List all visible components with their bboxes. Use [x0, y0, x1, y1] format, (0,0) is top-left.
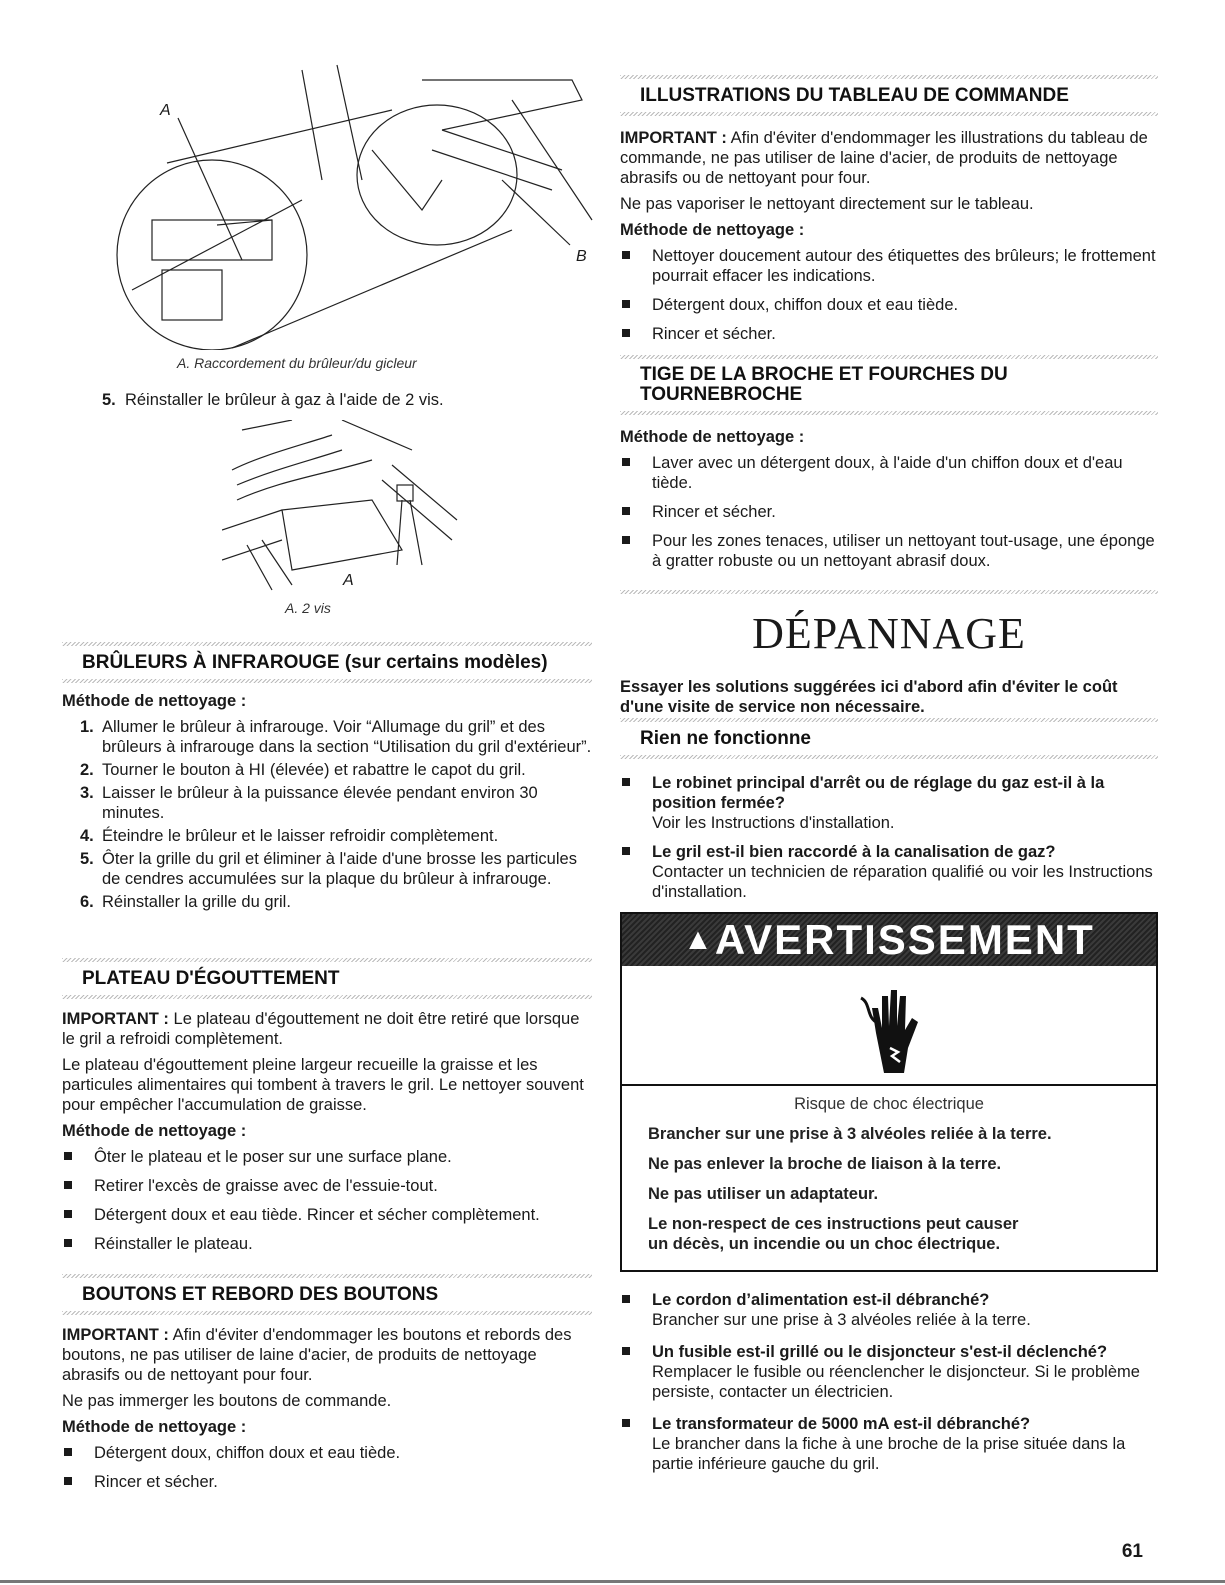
bullet-icon: [622, 458, 630, 466]
bullet-icon: [622, 847, 630, 855]
bullet-icon: [622, 300, 630, 308]
step-item: 5. Ôter la grille du gril et éliminer à l'aide d'une brosse les particules de cendres accumulées sur la plaque du brûleur à infrarouge.: [80, 850, 577, 888]
figure-label-a: A: [160, 102, 171, 119]
list-item: Un fusible est-il grillé ou le disjoncteur s'est-il déclenché? Remplacer le fusible ou réenclencher le disjoncteur. Si le problème persiste, contacter un électricien.: [620, 1342, 1158, 1402]
bullet-icon: [64, 1181, 72, 1189]
control-panel-section: [620, 75, 1158, 353]
bullet-icon: [64, 1448, 72, 1456]
knobs-section: [62, 1274, 592, 1501]
bullet-icon: [622, 507, 630, 515]
spit-rod-section: [620, 355, 1158, 580]
page-title: DÉPANNAGE: [752, 609, 1026, 658]
drip-tray-section: [62, 958, 592, 1263]
problem-list: [620, 773, 1158, 902]
paragraph: Le plateau d'égouttement pleine largeur recueille la graisse et les particules alimentaires qui tombent à travers le gril. Le nettoyer souvent pour empêcher l'accumulation de graisse.: [62, 1056, 584, 1114]
step-item: 2. Tourner le bouton à HI (élevée) et rabattre le capot du gril.: [80, 761, 526, 779]
list-item: Pour les zones tenaces, utiliser un nettoyant tout-usage, une éponge à gratter robuste ou un nettoyant abrasif doux.: [620, 531, 1158, 571]
bullet-icon: [64, 1477, 72, 1485]
problem-list-continued: [620, 1290, 1158, 1483]
section-rule: [620, 411, 1158, 415]
section-rule: [620, 755, 1158, 759]
step-item: 1. Allumer le brûleur à infrarouge. Voir “Allumage du gril” et des brûleurs à infrarouge dans la section “Utilisation du gril d'extérieur”.: [80, 718, 592, 756]
list-item: Détergent doux, chiffon doux et eau tiède.: [620, 295, 1158, 315]
bullet-icon: [622, 329, 630, 337]
method-heading: Méthode de nettoyage :: [62, 1122, 247, 1140]
figure-label-a: A: [343, 572, 354, 589]
figure-caption: A. 2 vis: [285, 600, 331, 616]
method-heading: Méthode de nettoyage :: [62, 692, 247, 710]
bullet-icon: [622, 778, 630, 786]
method-heading: Méthode de nettoyage :: [620, 428, 805, 446]
warning-banner: [622, 914, 1156, 966]
list-item: Réinstaller le plateau.: [62, 1234, 592, 1254]
warning-line: Brancher sur une prise à 3 alvéoles reliée à la terre.: [648, 1125, 1052, 1143]
paragraph: Ne pas vaporiser le nettoyant directement sur le tableau.: [620, 195, 1034, 213]
cleaning-list: [620, 453, 1158, 571]
bullet-icon: [622, 1347, 630, 1355]
list-item: Le robinet principal d'arrêt ou de réglage du gaz est-il à la position fermée? Voir les Instructions d'installation.: [620, 773, 1158, 833]
list-item: Le transformateur de 5000 mA est-il débranché? Le brancher dans la fiche à une broche de la prise située dans la partie inférieure gauche du gril.: [620, 1414, 1158, 1474]
bullet-icon: [622, 1295, 630, 1303]
step-number: 5.: [102, 391, 116, 409]
section-rule: [62, 995, 592, 999]
bullet-icon: [64, 1210, 72, 1218]
section-heading: BRÛLEURS À INFRAROUGE (sur certains modèles): [82, 652, 548, 673]
section-heading: TIGE DE LA BROCHE ET FOURCHES DU TOURNEBROCHE: [640, 364, 1008, 405]
section-heading: ILLUSTRATIONS DU TABLEAU DE COMMANDE: [640, 85, 1069, 106]
section-heading: Rien ne fonctionne: [640, 728, 811, 749]
page-bottom-rule: [0, 1580, 1225, 1583]
section-rule: [62, 679, 592, 683]
list-item: Nettoyer doucement autour des étiquettes des brûleurs; le frottement pourrait effacer les indications.: [620, 246, 1158, 286]
warning-triangle-icon: ▲: [683, 923, 715, 956]
warning-icon-area: [622, 966, 1156, 1086]
important-note: IMPORTANT : Le plateau d'égouttement ne doit être retiré que lorsque le gril a refroidi complètement.: [62, 1010, 580, 1048]
screws-figure: [222, 420, 462, 595]
warning-box: [620, 912, 1158, 1272]
figure-label-b: B: [576, 248, 587, 265]
list-item: Le gril est-il bien raccordé à la canalisation de gaz? Contacter un technicien de réparation qualifié ou voir les Instructions d'installation.: [620, 842, 1158, 902]
list-item: Rincer et sécher.: [62, 1472, 592, 1492]
warning-line: Ne pas enlever la broche de liaison à la terre.: [648, 1155, 1002, 1173]
bullet-icon: [622, 536, 630, 544]
step-text: Réinstaller le brûleur à gaz à l'aide de 2 vis.: [124, 391, 444, 409]
figure-caption: A. Raccordement du brûleur/du gicleur: [177, 355, 417, 371]
warning-line: Le non-respect de ces instructions peut causer un décès, un incendie ou un choc électrique.: [648, 1215, 1019, 1253]
warning-banner-text: AVERTISSEMENT: [714, 916, 1095, 963]
list-item: Laver avec un détergent doux, à l'aide d'un chiffon doux et d'eau tiède.: [620, 453, 1158, 493]
bullet-icon: [64, 1152, 72, 1160]
bullet-icon: [622, 251, 630, 259]
step-item: 4. Éteindre le brûleur et le laisser refroidir complètement.: [80, 827, 499, 845]
paragraph: Ne pas immerger les boutons de commande.: [62, 1392, 392, 1410]
step-item: [102, 390, 582, 410]
problem-list: [620, 1290, 1158, 1474]
electric-shock-hand-icon: [856, 978, 926, 1078]
cleaning-list: [620, 246, 1158, 344]
screws-illustration: [222, 420, 462, 595]
list-item: Rincer et sécher.: [620, 324, 1158, 344]
method-heading: Méthode de nettoyage :: [620, 221, 805, 239]
section-rule: [620, 590, 1158, 594]
page-number: 61: [1121, 1541, 1143, 1562]
important-note: IMPORTANT : Afin d'éviter d'endommager les illustrations du tableau de commande, ne pas utiliser de laine d'acier, de produits de nettoyage abrasifs ou de nettoyant pour four.: [620, 129, 1148, 187]
cleaning-list: [62, 1147, 592, 1254]
bullet-icon: [622, 1419, 630, 1427]
burner-connection-figure: [92, 60, 612, 350]
infrared-burner-section: [62, 642, 592, 915]
list-item: Détergent doux, chiffon doux et eau tiède.: [62, 1443, 592, 1463]
step-item: 3. Laisser le brûleur à la puissance élevée pendant environ 30 minutes.: [80, 784, 538, 822]
troubleshooting-section: [620, 590, 1158, 717]
list-item: Retirer l'excès de graisse avec de l'essuie-tout.: [62, 1176, 592, 1196]
list-item: Ôter le plateau et le poser sur une surface plane.: [62, 1147, 592, 1167]
list-item: Détergent doux et eau tiède. Rincer et sécher complètement.: [62, 1205, 592, 1225]
warning-text: [622, 1086, 1156, 1260]
list-item: Rincer et sécher.: [620, 502, 1158, 522]
nothing-works-section: [620, 718, 1158, 911]
method-heading: Méthode de nettoyage :: [62, 1418, 247, 1436]
section-rule: [620, 112, 1158, 116]
cleaning-steps: [62, 717, 592, 912]
list-item: Le cordon d’alimentation est-il débranché? Brancher sur une prise à 3 alvéoles reliée à la terre.: [620, 1290, 1158, 1330]
bullet-icon: [64, 1239, 72, 1247]
section-heading: PLATEAU D'ÉGOUTTEMENT: [82, 968, 340, 989]
important-note: IMPORTANT : Afin d'éviter d'endommager les boutons et rebords des boutons, ne pas utiliser de laine d'acier, de produits de nettoyage abrasifs ou de nettoyant pour four.: [62, 1326, 572, 1384]
hazard-title: Risque de choc électrique: [794, 1095, 984, 1113]
step-item: 6. Réinstaller la grille du gril.: [80, 893, 291, 911]
section-heading: BOUTONS ET REBORD DES BOUTONS: [82, 1284, 439, 1305]
cleaning-list: [62, 1443, 592, 1492]
intro-text: Essayer les solutions suggérées ici d'abord afin d'éviter le coût d'une visite de service non nécessaire.: [620, 678, 1118, 716]
warning-line: Ne pas utiliser un adaptateur.: [648, 1185, 879, 1203]
section-rule: [62, 1311, 592, 1315]
